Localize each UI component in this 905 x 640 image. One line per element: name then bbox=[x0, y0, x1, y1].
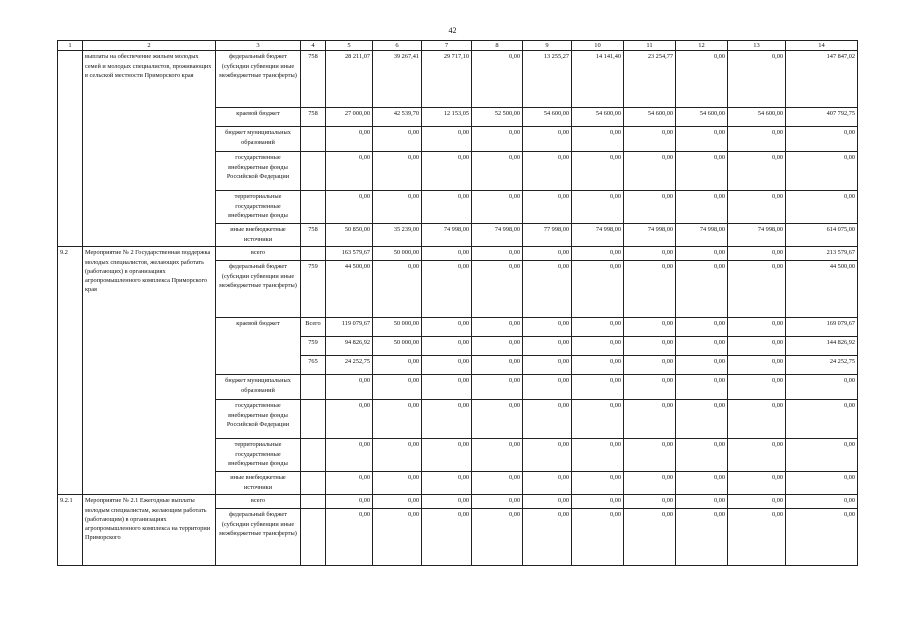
page-number: 42 bbox=[448, 26, 457, 35]
header-cell: 6 bbox=[373, 41, 422, 51]
value-cell: 0,00 bbox=[572, 337, 624, 356]
value-cell: 0,00 bbox=[728, 261, 786, 318]
value-cell: 44 500,00 bbox=[326, 261, 373, 318]
value-cell: 0,00 bbox=[676, 152, 728, 191]
value-cell: 0,00 bbox=[676, 337, 728, 356]
value-cell: 0,00 bbox=[373, 191, 422, 224]
value-cell: 0,00 bbox=[728, 337, 786, 356]
value-cell: 0,00 bbox=[572, 495, 624, 509]
value-cell: 0,00 bbox=[676, 509, 728, 566]
value-cell: 54 600,00 bbox=[572, 108, 624, 127]
value-cell: 0,00 bbox=[472, 375, 523, 400]
value-cell: 0,00 bbox=[373, 509, 422, 566]
grbs-cell bbox=[301, 191, 326, 224]
value-cell: 0,00 bbox=[326, 472, 373, 495]
table-row bbox=[58, 247, 858, 261]
value-cell: 0,00 bbox=[472, 152, 523, 191]
value-cell: 94 826,92 bbox=[326, 337, 373, 356]
value-cell: 0,00 bbox=[472, 51, 523, 108]
value-cell: 0,00 bbox=[572, 191, 624, 224]
value-cell: 0,00 bbox=[624, 191, 676, 224]
value-cell: 50 000,00 bbox=[373, 247, 422, 261]
header-cell: 11 bbox=[624, 41, 676, 51]
header-cell: 9 bbox=[523, 41, 572, 51]
value-cell: 0,00 bbox=[326, 439, 373, 472]
value-cell: 0,00 bbox=[523, 152, 572, 191]
value-cell: 0,00 bbox=[472, 356, 523, 375]
value-cell: 0,00 bbox=[422, 127, 472, 152]
value-cell: 0,00 bbox=[523, 495, 572, 509]
header-cell: 2 bbox=[83, 41, 216, 51]
value-cell: 0,00 bbox=[422, 337, 472, 356]
value-cell: 0,00 bbox=[523, 261, 572, 318]
value-cell: 54 600,00 bbox=[676, 108, 728, 127]
value-cell: 0,00 bbox=[472, 509, 523, 566]
value-cell: 35 239,00 bbox=[373, 224, 422, 247]
value-cell: 0,00 bbox=[572, 318, 624, 337]
funding-source-cell: всего bbox=[216, 247, 301, 261]
value-cell: 74 998,00 bbox=[572, 224, 624, 247]
value-cell: 0,00 bbox=[676, 191, 728, 224]
value-cell: 0,00 bbox=[728, 51, 786, 108]
value-cell: 0,00 bbox=[326, 400, 373, 439]
value-cell: 0,00 bbox=[373, 375, 422, 400]
header-cell: 13 bbox=[728, 41, 786, 51]
value-cell: 0,00 bbox=[472, 337, 523, 356]
value-cell: 0,00 bbox=[523, 247, 572, 261]
value-cell: 74 998,00 bbox=[624, 224, 676, 247]
value-cell: 0,00 bbox=[523, 400, 572, 439]
grbs-cell bbox=[301, 439, 326, 472]
value-cell: 0,00 bbox=[624, 509, 676, 566]
value-cell: 0,00 bbox=[572, 439, 624, 472]
value-cell: 0,00 bbox=[523, 472, 572, 495]
code-cell: 9.2.1 bbox=[58, 495, 83, 566]
value-cell: 0,00 bbox=[373, 261, 422, 318]
value-cell: 14 141,40 bbox=[572, 51, 624, 108]
value-cell: 74 998,00 bbox=[728, 224, 786, 247]
value-cell: 0,00 bbox=[422, 472, 472, 495]
value-cell: 0,00 bbox=[676, 472, 728, 495]
total-cell: 0,00 bbox=[786, 472, 858, 495]
value-cell: 74 998,00 bbox=[676, 224, 728, 247]
value-cell: 0,00 bbox=[373, 152, 422, 191]
value-cell: 0,00 bbox=[572, 472, 624, 495]
value-cell: 0,00 bbox=[472, 191, 523, 224]
value-cell: 0,00 bbox=[676, 356, 728, 375]
total-cell: 147 847,02 bbox=[786, 51, 858, 108]
value-cell: 0,00 bbox=[624, 127, 676, 152]
value-cell: 0,00 bbox=[373, 439, 422, 472]
total-cell: 169 079,67 bbox=[786, 318, 858, 337]
header-cell: 4 bbox=[301, 41, 326, 51]
value-cell: 0,00 bbox=[572, 247, 624, 261]
value-cell: 0,00 bbox=[422, 509, 472, 566]
value-cell: 12 153,05 bbox=[422, 108, 472, 127]
grbs-cell bbox=[301, 495, 326, 509]
total-cell: 407 792,75 bbox=[786, 108, 858, 127]
value-cell: 24 252,75 bbox=[326, 356, 373, 375]
value-cell: 0,00 bbox=[624, 318, 676, 337]
funding-source-cell: бюджет муниципальных образований bbox=[216, 127, 301, 152]
value-cell: 0,00 bbox=[422, 439, 472, 472]
grbs-cell bbox=[301, 247, 326, 261]
value-cell: 0,00 bbox=[326, 191, 373, 224]
grbs-cell bbox=[301, 152, 326, 191]
funding-source-cell: иные внебюджетные источники bbox=[216, 472, 301, 495]
value-cell: 0,00 bbox=[676, 51, 728, 108]
grbs-cell bbox=[301, 127, 326, 152]
value-cell: 23 254,77 bbox=[624, 51, 676, 108]
value-cell: 0,00 bbox=[326, 127, 373, 152]
value-cell: 0,00 bbox=[728, 472, 786, 495]
value-cell: 0,00 bbox=[572, 375, 624, 400]
total-cell: 0,00 bbox=[786, 439, 858, 472]
column-number-row bbox=[58, 41, 858, 51]
value-cell: 54 600,00 bbox=[624, 108, 676, 127]
total-cell: 0,00 bbox=[786, 400, 858, 439]
funding-source-cell: территориальные государственные внебюджетные фонды bbox=[216, 191, 301, 224]
grbs-cell: 765 bbox=[301, 356, 326, 375]
value-cell: 27 000,00 bbox=[326, 108, 373, 127]
header-cell: 7 bbox=[422, 41, 472, 51]
header-cell: 10 bbox=[572, 41, 624, 51]
funding-source-cell: краевой бюджет bbox=[216, 318, 301, 375]
value-cell: 0,00 bbox=[572, 356, 624, 375]
value-cell: 0,00 bbox=[572, 152, 624, 191]
value-cell: 0,00 bbox=[624, 400, 676, 439]
value-cell: 0,00 bbox=[422, 247, 472, 261]
value-cell: 0,00 bbox=[422, 400, 472, 439]
value-cell: 0,00 bbox=[676, 127, 728, 152]
value-cell: 0,00 bbox=[676, 375, 728, 400]
value-cell: 0,00 bbox=[624, 261, 676, 318]
value-cell: 0,00 bbox=[624, 375, 676, 400]
grbs-cell: Всего bbox=[301, 318, 326, 337]
total-cell: 614 075,00 bbox=[786, 224, 858, 247]
value-cell: 50 000,00 bbox=[373, 337, 422, 356]
total-cell: 24 252,75 bbox=[786, 356, 858, 375]
measure-name-cell: Мероприятие № 2 Государственная поддержка молодых специалистов, желающих работать (работающих) в организациях агропромышленного комплекса Приморского края bbox=[83, 247, 216, 495]
value-cell: 0,00 bbox=[624, 152, 676, 191]
funding-source-cell: федеральный бюджет (субсидии субвенции иные межбюджетные трансферты) bbox=[216, 51, 301, 108]
total-cell: 144 826,92 bbox=[786, 337, 858, 356]
code-cell: 9.2 bbox=[58, 247, 83, 495]
value-cell: 54 600,00 bbox=[728, 108, 786, 127]
value-cell: 0,00 bbox=[422, 261, 472, 318]
value-cell: 0,00 bbox=[326, 495, 373, 509]
header-cell: 14 bbox=[786, 41, 858, 51]
value-cell: 42 539,70 bbox=[373, 108, 422, 127]
value-cell: 0,00 bbox=[523, 337, 572, 356]
table-row bbox=[58, 495, 858, 509]
funding-source-cell: иные внебюджетные источники bbox=[216, 224, 301, 247]
value-cell: 0,00 bbox=[472, 127, 523, 152]
value-cell: 0,00 bbox=[472, 439, 523, 472]
value-cell: 39 267,41 bbox=[373, 51, 422, 108]
total-cell: 44 500,00 bbox=[786, 261, 858, 318]
code-cell bbox=[58, 51, 83, 247]
value-cell: 54 600,00 bbox=[523, 108, 572, 127]
value-cell: 0,00 bbox=[326, 152, 373, 191]
value-cell: 0,00 bbox=[523, 509, 572, 566]
value-cell: 0,00 bbox=[422, 375, 472, 400]
funding-source-cell: государственные внебюджетные фонды Российской Федерации bbox=[216, 400, 301, 439]
value-cell: 77 998,00 bbox=[523, 224, 572, 247]
value-cell: 0,00 bbox=[624, 439, 676, 472]
grbs-cell bbox=[301, 400, 326, 439]
value-cell: 0,00 bbox=[373, 400, 422, 439]
value-cell: 0,00 bbox=[572, 127, 624, 152]
value-cell: 0,00 bbox=[472, 318, 523, 337]
value-cell: 0,00 bbox=[728, 247, 786, 261]
value-cell: 0,00 bbox=[728, 152, 786, 191]
value-cell: 0,00 bbox=[373, 495, 422, 509]
value-cell: 0,00 bbox=[472, 472, 523, 495]
value-cell: 74 998,00 bbox=[472, 224, 523, 247]
grbs-cell bbox=[301, 509, 326, 566]
value-cell: 0,00 bbox=[472, 247, 523, 261]
funding-source-cell: государственные внебюджетные фонды Российской Федерации bbox=[216, 152, 301, 191]
value-cell: 0,00 bbox=[523, 318, 572, 337]
value-cell: 0,00 bbox=[422, 318, 472, 337]
header-cell: 12 bbox=[676, 41, 728, 51]
funding-source-cell: бюджет муниципальных образований bbox=[216, 375, 301, 400]
value-cell: 119 079,67 bbox=[326, 318, 373, 337]
value-cell: 0,00 bbox=[624, 337, 676, 356]
value-cell: 0,00 bbox=[728, 495, 786, 509]
value-cell: 0,00 bbox=[373, 356, 422, 375]
value-cell: 0,00 bbox=[572, 261, 624, 318]
value-cell: 29 717,10 bbox=[422, 51, 472, 108]
grbs-cell: 759 bbox=[301, 337, 326, 356]
total-cell: 0,00 bbox=[786, 495, 858, 509]
funding-source-cell: федеральный бюджет (субсидии субвенции иные межбюджетные трансферты) bbox=[216, 261, 301, 318]
funding-source-cell: территориальные государственные внебюджетные фонды bbox=[216, 439, 301, 472]
value-cell: 0,00 bbox=[523, 191, 572, 224]
grbs-cell: 758 bbox=[301, 224, 326, 247]
value-cell: 0,00 bbox=[523, 375, 572, 400]
value-cell: 0,00 bbox=[728, 127, 786, 152]
value-cell: 0,00 bbox=[728, 191, 786, 224]
value-cell: 50 850,00 bbox=[326, 224, 373, 247]
value-cell: 0,00 bbox=[422, 495, 472, 509]
total-cell: 0,00 bbox=[786, 152, 858, 191]
value-cell: 0,00 bbox=[624, 495, 676, 509]
measure-name-cell: Мероприятие № 2.1 Ежегодные выплаты молодым специалистам, желающим работать (работающим) в организациях агропромышленного комплекса на территории Приморского bbox=[83, 495, 216, 566]
value-cell: 0,00 bbox=[523, 439, 572, 472]
value-cell: 0,00 bbox=[422, 356, 472, 375]
budget-table bbox=[57, 40, 858, 566]
value-cell: 0,00 bbox=[676, 495, 728, 509]
value-cell: 0,00 bbox=[572, 509, 624, 566]
value-cell: 0,00 bbox=[676, 400, 728, 439]
total-cell: 0,00 bbox=[786, 509, 858, 566]
total-cell: 213 579,67 bbox=[786, 247, 858, 261]
value-cell: 0,00 bbox=[523, 356, 572, 375]
value-cell: 0,00 bbox=[728, 318, 786, 337]
value-cell: 0,00 bbox=[624, 247, 676, 261]
value-cell: 0,00 bbox=[373, 472, 422, 495]
value-cell: 0,00 bbox=[676, 261, 728, 318]
funding-source-cell: федеральный бюджет (субсидии субвенции иные межбюджетные трансферты) bbox=[216, 509, 301, 566]
value-cell: 0,00 bbox=[728, 356, 786, 375]
total-cell: 0,00 bbox=[786, 375, 858, 400]
value-cell: 0,00 bbox=[523, 127, 572, 152]
value-cell: 0,00 bbox=[728, 400, 786, 439]
value-cell: 0,00 bbox=[422, 152, 472, 191]
value-cell: 50 000,00 bbox=[373, 318, 422, 337]
value-cell: 28 211,07 bbox=[326, 51, 373, 108]
value-cell: 0,00 bbox=[624, 472, 676, 495]
value-cell: 163 579,67 bbox=[326, 247, 373, 261]
value-cell: 0,00 bbox=[422, 191, 472, 224]
header-cell: 3 bbox=[216, 41, 301, 51]
value-cell: 0,00 bbox=[572, 400, 624, 439]
value-cell: 0,00 bbox=[373, 127, 422, 152]
value-cell: 0,00 bbox=[624, 356, 676, 375]
value-cell: 0,00 bbox=[728, 375, 786, 400]
grbs-cell bbox=[301, 472, 326, 495]
value-cell: 0,00 bbox=[676, 439, 728, 472]
value-cell: 0,00 bbox=[676, 247, 728, 261]
header-cell: 1 bbox=[58, 41, 83, 51]
grbs-cell: 758 bbox=[301, 51, 326, 108]
value-cell: 0,00 bbox=[728, 509, 786, 566]
funding-source-cell: всего bbox=[216, 495, 301, 509]
value-cell: 0,00 bbox=[472, 400, 523, 439]
measure-name-cell: выплаты на обеспечение жильем молодых семей и молодых специалистов, проживающих в сельской местности Приморского края bbox=[83, 51, 216, 247]
grbs-cell: 758 bbox=[301, 108, 326, 127]
total-cell: 0,00 bbox=[786, 191, 858, 224]
header-cell: 5 bbox=[326, 41, 373, 51]
value-cell: 0,00 bbox=[326, 509, 373, 566]
grbs-cell: 759 bbox=[301, 261, 326, 318]
value-cell: 74 998,00 bbox=[422, 224, 472, 247]
grbs-cell bbox=[301, 375, 326, 400]
value-cell: 0,00 bbox=[676, 318, 728, 337]
header-cell: 8 bbox=[472, 41, 523, 51]
value-cell: 52 500,00 bbox=[472, 108, 523, 127]
table-row bbox=[58, 51, 858, 108]
value-cell: 0,00 bbox=[472, 261, 523, 318]
funding-source-cell: краевой бюджет bbox=[216, 108, 301, 127]
total-cell: 0,00 bbox=[786, 127, 858, 152]
value-cell: 0,00 bbox=[326, 375, 373, 400]
value-cell: 13 255,27 bbox=[523, 51, 572, 108]
value-cell: 0,00 bbox=[472, 495, 523, 509]
value-cell: 0,00 bbox=[728, 439, 786, 472]
